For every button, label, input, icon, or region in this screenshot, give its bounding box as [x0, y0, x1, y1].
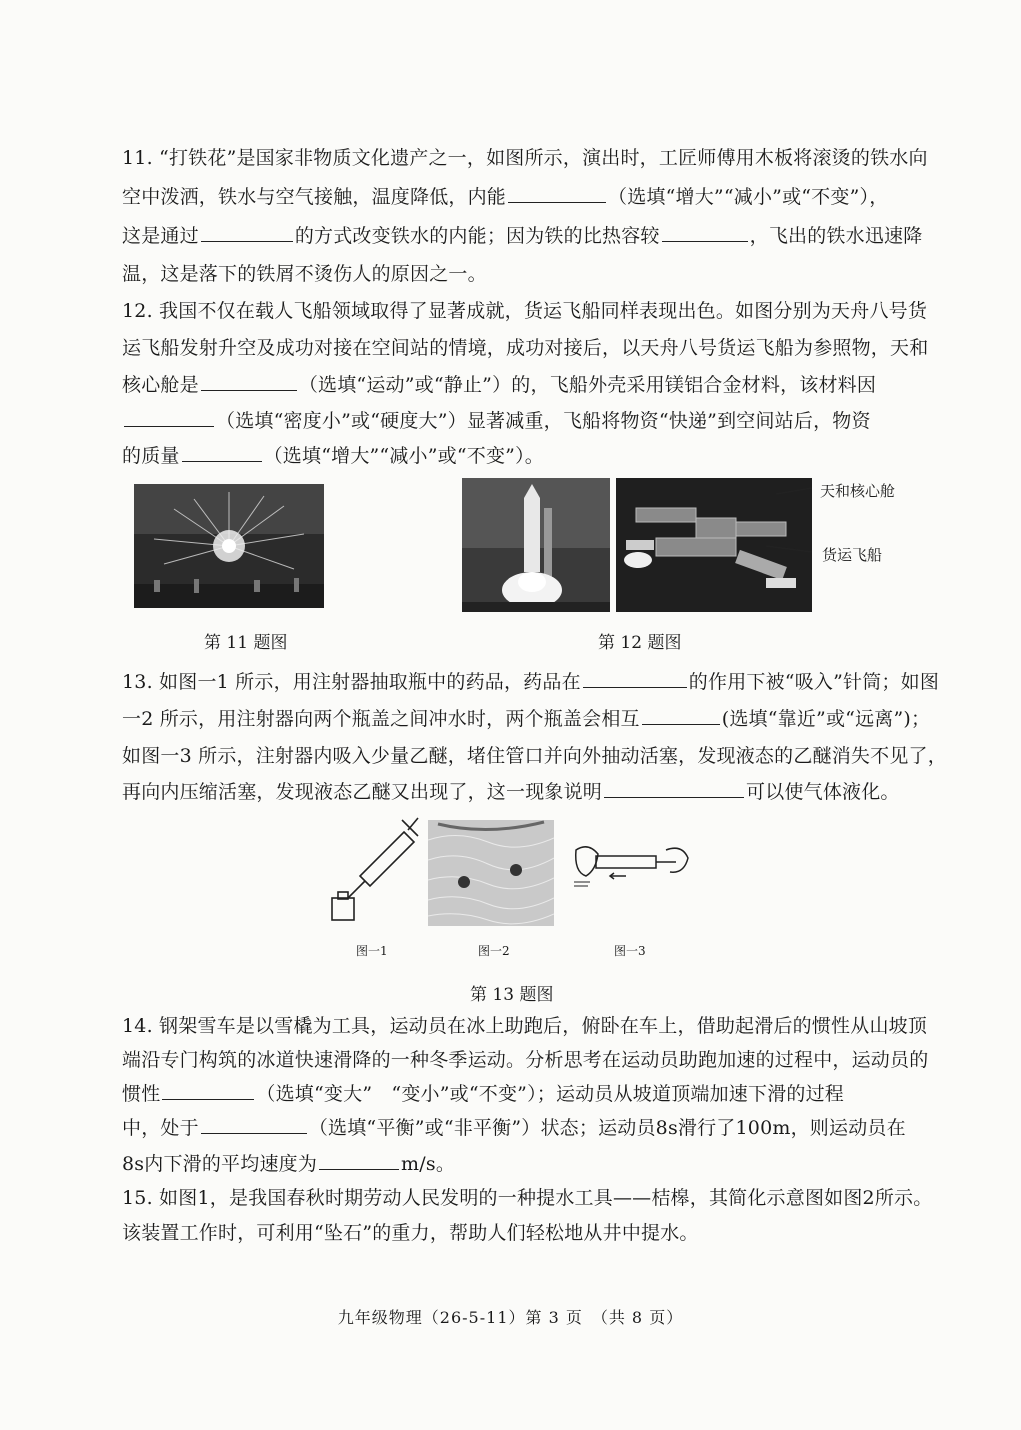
label-fig13-2: 图一2	[478, 944, 510, 958]
q13-line-4: 再向内压缩活塞，发现液态乙醚又出现了，这一现象说明 可以使气体液化。	[122, 781, 900, 803]
q14-line-2: 端沿专门构筑的冰道快速滑降的一种冬季运动。分析思考在运动员助跑加速的过程中，运动员的	[122, 1049, 929, 1071]
answer-blank[interactable]	[124, 425, 214, 427]
q12-docking-photo	[616, 478, 812, 612]
q14-line-5: 8s内下滑的平均速度为 m/s。	[122, 1153, 456, 1175]
q14-line-4: 中，处于 （选填“平衡”或“非平衡”）状态；运动员8s滑行了100m，则运动员在	[122, 1117, 906, 1139]
answer-blank[interactable]	[201, 1132, 307, 1134]
q12-line-3: 核心舱是 （选填“运动”或“静止”）的，飞船外壳采用镁铝合金材料，该材料因	[122, 374, 877, 396]
q12-line-2: 运飞船发射升空及成功对接在空间站的情境，成功对接后，以天舟八号货运飞船为参照物，天和	[122, 337, 929, 359]
q11-line-1: 11. “打铁花”是国家非物质文化遗产之一，如图所示，演出时，工匠师傅用木板将滚烫的铁水向	[122, 147, 928, 169]
q12-line-1: 12. 我国不仅在载人飞船领域取得了显著成就，货运飞船同样表现出色。如图分别为天舟八号货	[122, 300, 928, 322]
fig13-2-bottle-caps	[428, 820, 554, 926]
q15-line-1: 15. 如图1，是我国春秋时期劳动人民发明的一种提水工具——桔槔，其简化示意图如图2所示。	[122, 1187, 933, 1209]
answer-blank[interactable]	[162, 1098, 254, 1100]
answer-blank[interactable]	[583, 686, 687, 688]
answer-blank[interactable]	[201, 240, 293, 242]
q11-line-3: 这是通过 的方式改变铁水的内能；因为铁的比热容较 ，飞出的铁水迅速降	[122, 225, 923, 247]
caption-q11: 第 11 题图	[204, 633, 288, 653]
q13-line-2: 一2 所示，用注射器向两个瓶盖之间冲水时，两个瓶盖会相互 (选填“靠近”或“远离”)；	[122, 708, 931, 730]
label-tianhe-module: 天和核心舱	[820, 482, 896, 500]
label-fig13-1: 图一1	[356, 944, 388, 958]
q14-line-1: 14. 钢架雪车是以雪橇为工具，运动员在冰上助跑后，俯卧在车上，借助起滑后的惯性从山坡顶	[122, 1015, 928, 1037]
page-footer: 九年级物理（26-5-11）第 3 页 （共 8 页）	[337, 1308, 684, 1327]
caption-q13: 第 13 题图	[470, 985, 554, 1005]
q13-line-1: 13. 如图一1 所示，用注射器抽取瓶中的药品，药品在 的作用下被“吸入”针筒；如图	[122, 671, 940, 693]
label-fig13-3: 图一3	[614, 944, 646, 958]
answer-blank[interactable]	[604, 796, 744, 798]
answer-blank[interactable]	[201, 389, 297, 391]
fig13-1-syringe-bottle	[318, 814, 422, 924]
q15-line-2: 该装置工作时，可利用“坠石”的重力，帮助人们轻松地从井中提水。	[122, 1222, 699, 1244]
caption-q12: 第 12 题图	[598, 633, 682, 653]
answer-blank[interactable]	[642, 723, 720, 725]
q11-line-2: 空中泼洒，铁水与空气接触，温度降低，内能 （选填“增大”“减小”或“不变”），	[122, 186, 889, 208]
q12-line-4: （选填“密度小”或“硬度大”）显著减重，飞船将物资“快递”到空间站后，物资	[122, 406, 871, 433]
answer-blank[interactable]	[182, 460, 262, 462]
fig13-3-hands-syringe	[566, 836, 692, 892]
answer-blank[interactable]	[662, 240, 748, 242]
q12-launch-photo	[462, 478, 610, 612]
label-cargo-ship: 货运飞船	[822, 546, 883, 564]
q14-line-3: 惯性 （选填“变大” “变小”或“不变”）；运动员从坡道顶端加速下滑的过程	[122, 1083, 844, 1105]
q11-line-4: 温，这是落下的铁屑不烫伤人的原因之一。	[122, 263, 487, 285]
q12-line-5: 的质量 （选填“增大”“减小”或“不变”）。	[122, 445, 544, 467]
q13-line-3: 如图一3 所示，注射器内吸入少量乙醚，堵住管口并向外抽动活塞，发现液态的乙醚消失不见了，	[122, 745, 947, 767]
answer-blank[interactable]	[508, 201, 606, 203]
q11-iron-flower-photo	[134, 484, 324, 608]
answer-blank[interactable]	[319, 1168, 399, 1170]
